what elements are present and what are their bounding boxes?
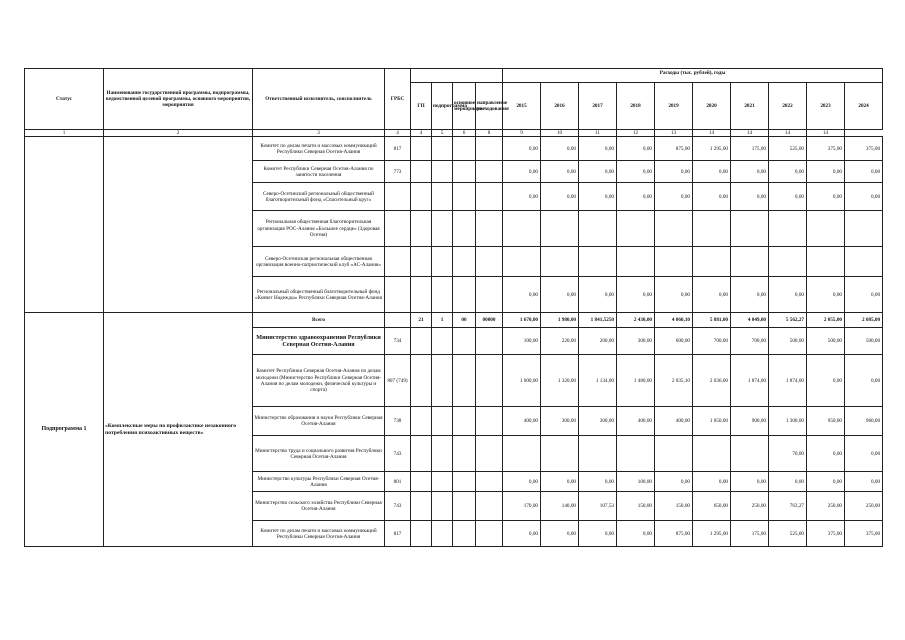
- value-cell: 300,00: [617, 328, 655, 355]
- grbs-cell: [385, 183, 411, 211]
- code-cell: [432, 247, 453, 277]
- code-cell: [411, 436, 432, 472]
- value-cell: 0,00: [617, 161, 655, 183]
- grbs-cell: [385, 313, 411, 328]
- header-status: Статус: [25, 69, 104, 130]
- value-cell: [807, 211, 845, 247]
- header-spend-group: Расходы (тыс. рублей), годы: [503, 69, 883, 83]
- value-cell: 0,00: [807, 161, 845, 183]
- executor-cell: Комитет Республики Северная Осетия-Алания по занятости населения: [253, 161, 385, 183]
- value-cell: [845, 247, 883, 277]
- code-cell: [411, 137, 432, 161]
- code-cell: [476, 277, 503, 313]
- value-cell: [845, 211, 883, 247]
- grbs-cell: 743: [385, 492, 411, 521]
- total-value-cell: 2 055,00: [807, 313, 845, 328]
- value-cell: [769, 247, 807, 277]
- value-cell: 0,00: [541, 521, 579, 547]
- value-cell: 0,00: [731, 161, 769, 183]
- value-cell: [731, 436, 769, 472]
- code-cell: [411, 407, 432, 436]
- value-cell: 375,00: [845, 521, 883, 547]
- executor-cell: Северо-Осетинская региональная общественная организация военно-патриотический клуб «АС-Алания»: [253, 247, 385, 277]
- code-cell: [453, 436, 476, 472]
- code-cell: [453, 472, 476, 492]
- value-cell: [693, 211, 731, 247]
- code-cell: [411, 328, 432, 355]
- value-cell: 375,00: [807, 137, 845, 161]
- column-number: 14: [693, 130, 731, 137]
- value-cell: 0,00: [541, 161, 579, 183]
- code-cell: [432, 436, 453, 472]
- value-cell: 0,00: [845, 472, 883, 492]
- value-cell: [579, 436, 617, 472]
- grbs-cell: 807 (749): [385, 355, 411, 407]
- code-cell: [453, 247, 476, 277]
- value-cell: 0,00: [503, 137, 541, 161]
- value-cell: 0,00: [807, 436, 845, 472]
- total-value-cell: 1 980,00: [541, 313, 579, 328]
- value-cell: 0,00: [731, 277, 769, 313]
- name-cell: [104, 137, 253, 313]
- column-number: 6: [453, 130, 476, 137]
- grbs-cell: [385, 211, 411, 247]
- code-cell: [476, 328, 503, 355]
- code-cell: [453, 492, 476, 521]
- code-cell: [453, 407, 476, 436]
- value-cell: 0,00: [655, 183, 693, 211]
- code-cell: [432, 521, 453, 547]
- total-label: Всего: [253, 313, 385, 328]
- code-cell: [411, 211, 432, 247]
- total-row: [25, 313, 883, 328]
- value-cell: 1 320,00: [541, 355, 579, 407]
- value-cell: 150,00: [617, 492, 655, 521]
- subprogram-name: «Комплексные меры по профилактике незаконного потребления психоактивных веществ»: [104, 313, 253, 547]
- header-nr: направление расходования: [476, 83, 503, 130]
- value-cell: 525,00: [769, 521, 807, 547]
- executor-cell: Региональная общественная благотворительная организация РОС-Алания «Большое сердце» (Здоровая Осетия): [253, 211, 385, 247]
- grbs-cell: 743: [385, 436, 411, 472]
- column-number: 8: [476, 130, 503, 137]
- total-value-cell: 4 060,10: [655, 313, 693, 328]
- column-number: 10: [541, 130, 579, 137]
- header-year-2021: 2021: [731, 83, 769, 130]
- grbs-cell: 817: [385, 521, 411, 547]
- value-cell: [541, 211, 579, 247]
- column-number: 13: [655, 130, 693, 137]
- grbs-cell: 817: [385, 137, 411, 161]
- value-cell: [541, 247, 579, 277]
- value-cell: [655, 247, 693, 277]
- value-cell: 375,00: [807, 521, 845, 547]
- executor-cell: Министерство образования и науки Республики Северная Осетия-Алания: [253, 407, 385, 436]
- value-cell: 1 874,00: [769, 355, 807, 407]
- value-cell: 500,00: [845, 328, 883, 355]
- code-cell: [453, 211, 476, 247]
- value-cell: 250,00: [807, 492, 845, 521]
- value-cell: 0,00: [579, 183, 617, 211]
- value-cell: [617, 211, 655, 247]
- value-cell: [731, 211, 769, 247]
- value-cell: 0,00: [769, 277, 807, 313]
- value-cell: [579, 247, 617, 277]
- grbs-cell: 773: [385, 161, 411, 183]
- value-cell: 500,00: [769, 328, 807, 355]
- total-pp: 1: [432, 313, 453, 328]
- code-cell: [411, 277, 432, 313]
- executor-cell: Министерство сельского хозяйства Республики Северная Осетия-Алания: [253, 492, 385, 521]
- value-cell: 0,00: [541, 277, 579, 313]
- code-cell: [476, 521, 503, 547]
- code-cell: [476, 211, 503, 247]
- header-gp: ГП: [411, 83, 432, 130]
- code-cell: [432, 328, 453, 355]
- code-cell: [411, 492, 432, 521]
- code-cell: [476, 161, 503, 183]
- total-value-cell: 5 562,27: [769, 313, 807, 328]
- value-cell: 0,00: [579, 137, 617, 161]
- executor-cell: Министерство культуры Республики Северная Осетия-Алания: [253, 472, 385, 492]
- value-cell: [617, 436, 655, 472]
- value-cell: [503, 211, 541, 247]
- table-row: [25, 137, 883, 161]
- value-cell: 0,00: [807, 472, 845, 492]
- value-cell: 0,00: [617, 183, 655, 211]
- code-cell: [411, 355, 432, 407]
- value-cell: 875,00: [655, 521, 693, 547]
- value-cell: 300,00: [579, 407, 617, 436]
- value-cell: 1 295,00: [693, 521, 731, 547]
- code-cell: [432, 183, 453, 211]
- code-cell: [476, 436, 503, 472]
- value-cell: 1 874,00: [731, 355, 769, 407]
- budget-table: [24, 68, 883, 547]
- column-number: 12: [617, 130, 655, 137]
- value-cell: 0,00: [655, 161, 693, 183]
- value-cell: 950,00: [807, 407, 845, 436]
- value-cell: 900,00: [731, 407, 769, 436]
- value-cell: 0,00: [693, 183, 731, 211]
- value-cell: 0,00: [541, 472, 579, 492]
- value-cell: 700,00: [731, 328, 769, 355]
- code-cell: [432, 137, 453, 161]
- column-number: 3: [253, 130, 385, 137]
- executor-cell: Комитет по делам печати и массовых коммуникаций Республики Северная Осетия-Алания: [253, 137, 385, 161]
- value-cell: 0,00: [845, 355, 883, 407]
- column-number: 4: [385, 130, 411, 137]
- value-cell: 175,00: [731, 521, 769, 547]
- value-cell: 1 000,00: [503, 355, 541, 407]
- total-value-cell: 2 430,00: [617, 313, 655, 328]
- value-cell: [731, 247, 769, 277]
- value-cell: 960,00: [845, 407, 883, 436]
- value-cell: 0,00: [655, 277, 693, 313]
- code-cell: [453, 355, 476, 407]
- value-cell: 1 300,00: [769, 407, 807, 436]
- total-value-cell: 4 049,00: [731, 313, 769, 328]
- value-cell: 250,00: [845, 492, 883, 521]
- value-cell: 0,00: [579, 277, 617, 313]
- executor-cell: Региональный общественный благотворительный фонд «Ковчег Надежды» Республики Северная Осетия-Алания: [253, 277, 385, 313]
- value-cell: [503, 436, 541, 472]
- value-cell: 0,00: [579, 161, 617, 183]
- code-cell: [432, 211, 453, 247]
- header-grbs: ГРБС: [385, 69, 411, 130]
- value-cell: 0,00: [579, 521, 617, 547]
- value-cell: 70,00: [769, 436, 807, 472]
- status-cell: [25, 137, 104, 313]
- value-cell: 0,00: [731, 183, 769, 211]
- header-year-2022: 2022: [769, 83, 807, 130]
- value-cell: 1 295,00: [693, 137, 731, 161]
- header-year-2023: 2023: [807, 83, 845, 130]
- header-year-2020: 2020: [693, 83, 731, 130]
- value-cell: 400,00: [617, 407, 655, 436]
- value-cell: 200,00: [579, 328, 617, 355]
- column-number: 11: [579, 130, 617, 137]
- value-cell: [655, 211, 693, 247]
- header-year-2015: 2015: [503, 83, 541, 130]
- code-cell: [476, 492, 503, 521]
- code-cell: [411, 183, 432, 211]
- value-cell: 0,00: [503, 183, 541, 211]
- value-cell: 375,00: [845, 137, 883, 161]
- value-cell: 0,00: [845, 436, 883, 472]
- grbs-cell: 738: [385, 407, 411, 436]
- value-cell: 0,00: [807, 277, 845, 313]
- value-cell: 0,00: [807, 183, 845, 211]
- header-name: Наименование государственной программы, подпрограммы, ведомственной целевой программы, основного мероприятия, мероприятия: [104, 69, 253, 130]
- code-cell: [432, 355, 453, 407]
- value-cell: 875,00: [655, 137, 693, 161]
- grbs-cell: 801: [385, 472, 411, 492]
- value-cell: 0,00: [579, 472, 617, 492]
- value-cell: 0,00: [693, 277, 731, 313]
- code-cell: [432, 492, 453, 521]
- value-cell: 300,00: [541, 407, 579, 436]
- value-cell: 175,00: [731, 137, 769, 161]
- header-year-2016: 2016: [541, 83, 579, 130]
- column-number: 2: [104, 130, 253, 137]
- column-number: 5: [432, 130, 453, 137]
- value-cell: 400,00: [503, 407, 541, 436]
- value-cell: 100,00: [503, 328, 541, 355]
- value-cell: 0,00: [617, 137, 655, 161]
- code-cell: [411, 161, 432, 183]
- code-cell: [476, 183, 503, 211]
- code-cell: [432, 472, 453, 492]
- value-cell: 0,00: [807, 355, 845, 407]
- executor-cell: Комитет по делам печати и массовых коммуникаций Республики Северная Осетия-Алания: [253, 521, 385, 547]
- code-cell: [453, 137, 476, 161]
- total-value-cell: 5 881,00: [693, 313, 731, 328]
- header-year-2017: 2017: [579, 83, 617, 130]
- value-cell: 400,00: [655, 407, 693, 436]
- value-cell: 250,00: [731, 492, 769, 521]
- code-cell: [476, 247, 503, 277]
- value-cell: [693, 247, 731, 277]
- value-cell: 107,53: [579, 492, 617, 521]
- header-pp: подпрограмма: [432, 83, 453, 130]
- column-number: 14: [769, 130, 807, 137]
- code-cell: [476, 407, 503, 436]
- executor-cell: Северо-Осетинский региональный общественный благотворительный фонд «Спасительный круг»: [253, 183, 385, 211]
- header-year-2024: 2024: [845, 83, 883, 130]
- value-cell: 1 134,00: [579, 355, 617, 407]
- value-cell: 0,00: [503, 161, 541, 183]
- value-cell: 525,00: [769, 137, 807, 161]
- value-cell: 0,00: [503, 277, 541, 313]
- value-cell: 0,00: [731, 472, 769, 492]
- header-year-2018: 2018: [617, 83, 655, 130]
- header-year-2019: 2019: [655, 83, 693, 130]
- code-cell: [411, 521, 432, 547]
- value-cell: 650,00: [693, 492, 731, 521]
- value-cell: 140,00: [541, 492, 579, 521]
- value-cell: [655, 436, 693, 472]
- column-number: 4: [411, 130, 432, 137]
- executor-cell: Министерство здравоохранения Республики Северная Осетия-Алания: [253, 328, 385, 355]
- value-cell: [617, 247, 655, 277]
- value-cell: [693, 436, 731, 472]
- value-cell: [503, 247, 541, 277]
- code-cell: [411, 247, 432, 277]
- value-cell: 763,27: [769, 492, 807, 521]
- value-cell: 170,00: [503, 492, 541, 521]
- code-cell: [453, 521, 476, 547]
- value-cell: 100,00: [617, 472, 655, 492]
- grbs-cell: [385, 277, 411, 313]
- value-cell: [541, 436, 579, 472]
- value-cell: 150,00: [655, 492, 693, 521]
- grbs-cell: 734: [385, 328, 411, 355]
- code-cell: [453, 161, 476, 183]
- value-cell: 500,00: [807, 328, 845, 355]
- value-cell: [579, 211, 617, 247]
- header-executor: Ответственный исполнитель, соисполнитель: [253, 69, 385, 130]
- value-cell: 600,00: [655, 328, 693, 355]
- value-cell: 0,00: [503, 472, 541, 492]
- code-cell: [432, 407, 453, 436]
- value-cell: 0,00: [693, 161, 731, 183]
- value-cell: 1 050,00: [693, 407, 731, 436]
- value-cell: 0,00: [617, 521, 655, 547]
- grbs-cell: [385, 247, 411, 277]
- column-number: 14: [807, 130, 845, 137]
- value-cell: [769, 211, 807, 247]
- total-om: 00: [453, 313, 476, 328]
- value-cell: 1 480,00: [617, 355, 655, 407]
- total-value-cell: 1 841,5250: [579, 313, 617, 328]
- value-cell: 700,00: [693, 328, 731, 355]
- column-number: 14: [731, 130, 769, 137]
- value-cell: 0,00: [655, 472, 693, 492]
- code-cell: [476, 472, 503, 492]
- value-cell: 0,00: [769, 472, 807, 492]
- value-cell: 0,00: [503, 521, 541, 547]
- value-cell: 0,00: [541, 137, 579, 161]
- value-cell: 0,00: [845, 161, 883, 183]
- value-cell: 2 036,00: [693, 355, 731, 407]
- code-cell: [411, 472, 432, 492]
- code-cell: [432, 161, 453, 183]
- total-nr: 00000: [476, 313, 503, 328]
- code-cell: [476, 137, 503, 161]
- value-cell: 0,00: [769, 183, 807, 211]
- code-cell: [453, 328, 476, 355]
- column-number: 9: [503, 130, 541, 137]
- column-number: 1: [25, 130, 104, 137]
- total-value-cell: 2 085,00: [845, 313, 883, 328]
- value-cell: 0,00: [845, 277, 883, 313]
- value-cell: 0,00: [617, 277, 655, 313]
- total-value-cell: 1 670,00: [503, 313, 541, 328]
- value-cell: 0,00: [693, 472, 731, 492]
- value-cell: 220,00: [541, 328, 579, 355]
- value-cell: 2 035,10: [655, 355, 693, 407]
- code-cell: [476, 355, 503, 407]
- total-gp: 21: [411, 313, 432, 328]
- value-cell: [807, 247, 845, 277]
- value-cell: 0,00: [769, 161, 807, 183]
- code-cell: [453, 183, 476, 211]
- code-cell: [453, 277, 476, 313]
- code-cell: [432, 277, 453, 313]
- executor-cell: Министерство труда и социального развития Республики Северная Осетия-Алания: [253, 436, 385, 472]
- value-cell: 0,00: [541, 183, 579, 211]
- executor-cell: Комитет Республики Северная Осетия-Алания по делам молодежи (Министерство Республики Северная Осетия-Алания по делам молодежи, физической культуры и спорта): [253, 355, 385, 407]
- value-cell: 0,00: [845, 183, 883, 211]
- subprogram-status: Подпрограмма 1: [25, 313, 104, 547]
- header-om: основное мероприятие: [453, 83, 476, 130]
